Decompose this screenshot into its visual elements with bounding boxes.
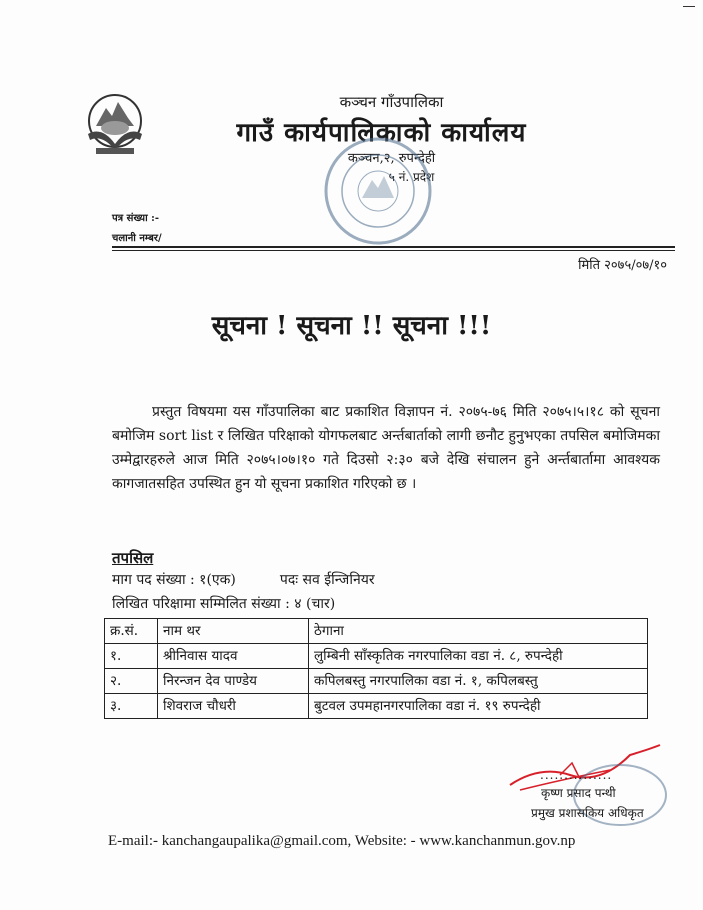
candidate-table [104,618,648,719]
office-name: कञ्चन गाँउपालिका [339,93,444,111]
cell-serial: १. [105,644,158,669]
cell-name: श्रीनिवास यादव [158,644,309,669]
exam-participants: लिखित परिक्षामा सम्मिलित संख्या : ४ (चार) [112,596,336,612]
letter-number-label: पत्र संख्या :- [112,213,160,224]
cell-name: शिवराज चौधरी [158,694,309,719]
column-header-name: नाम थर [158,619,309,644]
cell-serial: ३. [105,694,158,719]
cell-address: बुटवल उपमहानगरपालिका वडा नं. १९ रुपन्देही [309,694,648,719]
dispatch-number-label: चलानी नम्बर/ [112,233,162,244]
scan-mark [683,6,695,7]
signature-dots: ............... [540,768,613,782]
schedule-title: तपसिल [112,549,154,567]
cell-serial: २. [105,669,158,694]
notice-body: प्रस्तुत विषयमा यस गाँउपालिका बाट प्रकाशित विज्ञापन नं. २०७५-७६ मिति २०७५।५।१८ को सूचना बमोजिम sort list र लिखित परिक्षाको योगफलबाट अर्न्तबार्ताको लागी छनौट हुनुभएका तपसिल बमोजिमका उम्मेद्वारहरुले आज मिति २०७५।०७।१० गते दिउसो २:३० बजे देखि संचालन हुने अर्न्तबार्तामा आवश्यक कागजातसहित उपस्थित हुन यो सूचना प्रकाशित गरिएको छ । [112,404,660,492]
header-divider [112,246,675,248]
signatory-title: प्रमुख प्रशासकिय अधिकृत [531,806,644,820]
office-seal-stamp [318,132,438,250]
position-name: पदः सव ईन्जिनियर [279,572,375,588]
contact-footer: E-mail:- kanchangaupalika@gmail.com, Website: - www.kanchanmun.gov.np [108,833,576,849]
address-line-1: कञ्चन,२, रुपन्देही [347,151,436,166]
posts-requested: माग पद संख्या : १(एक) [112,572,236,588]
office-title: गाउँ कार्यपालिकाको कार्यालय [236,118,527,148]
table-row [105,694,648,719]
cell-address: कपिलबस्तु नगरपालिका वडा नं. १, कपिलबस्तु [309,669,648,694]
column-header-address: ठेगाना [309,619,648,644]
cell-name: निरन्जन देव पाण्डेय [158,669,309,694]
address-line-2: ५ नं. प्रदेश [388,170,435,184]
table-row [105,644,648,669]
post-info-line [112,570,375,589]
signatory-name: कृष्ण प्रसाद पन्थी [541,786,616,800]
column-header-serial: क्र.सं. [105,619,158,644]
notice-title: सूचना ! सूचना !! सूचना !!! [211,311,492,341]
table-header-row [105,619,648,644]
header-divider-thin [112,250,675,251]
cell-address: लुम्बिनी साँस्कृतिक नगरपालिका वडा नं. ८, रुपन्देही [309,644,648,669]
table-row [105,669,648,694]
notice-date: मिति २०७५/०७/१० [578,258,667,273]
